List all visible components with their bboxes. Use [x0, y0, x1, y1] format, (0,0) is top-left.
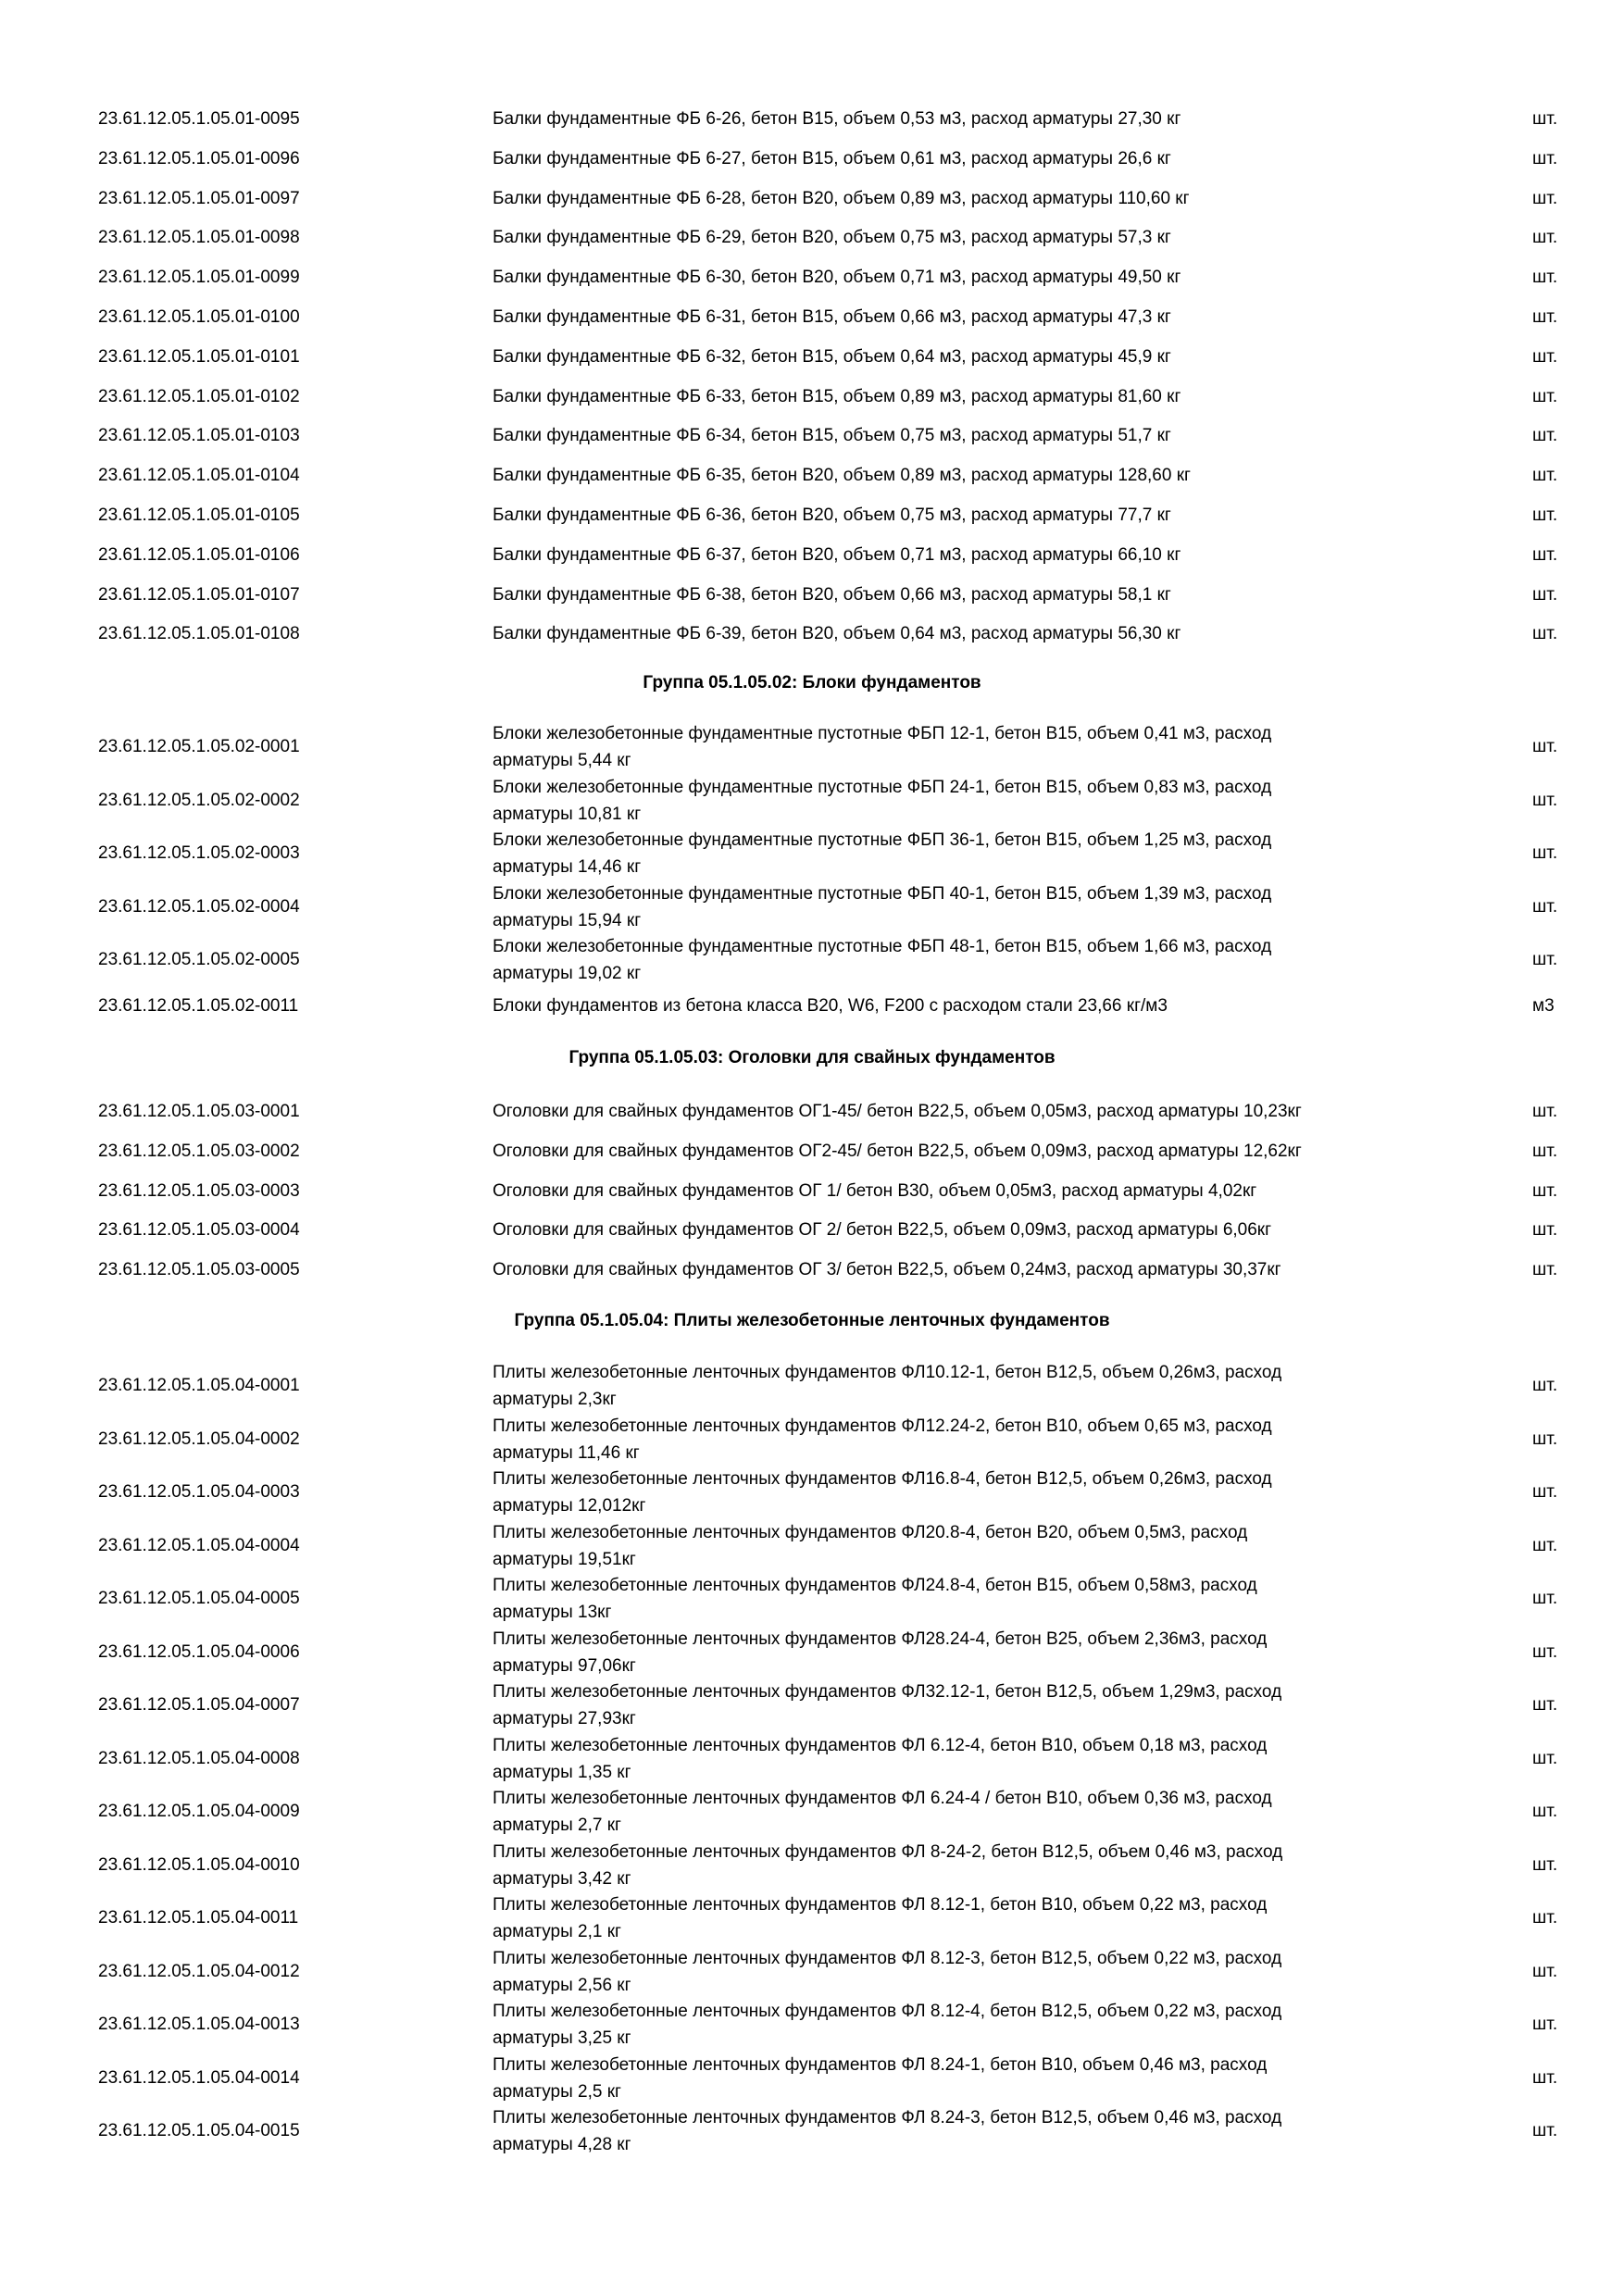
item-description-line-2: арматуры 3,42 кг: [493, 1868, 631, 1889]
item-code: 23.61.12.05.1.05.04-0012: [98, 1961, 300, 1981]
item-unit: шт.: [1532, 737, 1558, 756]
item-description: [493, 1359, 1418, 1413]
item-code: 23.61.12.05.1.05.03-0001: [98, 1102, 300, 1121]
item-unit: шт.: [1532, 1748, 1558, 1768]
item-description-line-2: арматуры 97,06кг: [493, 1655, 636, 1676]
item-unit: м3: [1532, 996, 1555, 1016]
item-code: 23.61.12.05.1.05.04-0001: [98, 1376, 300, 1395]
table-row: [0, 880, 1624, 934]
item-unit: шт.: [1532, 1482, 1558, 1502]
item-description-line-2: арматуры 4,28 кг: [493, 2135, 631, 2154]
item-description: [493, 1413, 1418, 1466]
table-row: [0, 1785, 1624, 1839]
item-description: [493, 1572, 1418, 1626]
item-code: 23.61.12.05.1.05.03-0005: [98, 1260, 300, 1280]
item-unit: шт.: [1532, 584, 1558, 605]
item-description: [493, 1891, 1418, 1945]
item-description: Балки фундаментные ФБ 6-38, бетон В20, объем 0,66 м3, расход арматуры 58,1 кг: [493, 584, 1171, 605]
item-description-line-2: арматуры 2,1 кг: [493, 1922, 621, 1941]
item-description: Балки фундаментные ФБ 6-35, бетон В20, объем 0,89 м3, расход арматуры 128,60 кг: [493, 466, 1191, 486]
item-unit: шт.: [1532, 1535, 1558, 1555]
item-unit: шт.: [1532, 268, 1558, 288]
item-description: [493, 774, 1418, 828]
item-code: 23.61.12.05.1.05.04-0005: [98, 1589, 300, 1608]
item-unit: шт.: [1532, 1180, 1558, 1201]
item-unit: шт.: [1532, 1908, 1558, 1928]
item-code: 23.61.12.05.1.05.02-0011: [98, 996, 299, 1016]
item-description-line-1: Блоки железобетонные фундаментные пустотные ФБП 24-1, бетон В15, объем 0,83 м3, расход: [493, 777, 1272, 797]
item-unit: шт.: [1532, 1376, 1558, 1395]
table-row: [0, 774, 1624, 828]
item-description-line-1: Блоки железобетонные фундаментные пустотные ФБП 48-1, бетон В15, объем 1,66 м3, расход: [493, 937, 1272, 956]
item-code: 23.61.12.05.1.05.03-0002: [98, 1141, 300, 1161]
item-code: 23.61.12.05.1.05.03-0003: [98, 1180, 300, 1201]
item-description: Оголовки для свайных фундаментов ОГ 3/ бетон В22,5, объем 0,24м3, расход арматуры 30,37кг: [493, 1260, 1281, 1280]
item-description-line-1: Блоки железобетонные фундаментные пустотные ФБП 12-1, бетон В15, объем 0,41 м3, расход: [493, 724, 1272, 743]
item-code: 23.61.12.05.1.05.04-0015: [98, 2121, 300, 2140]
table-row: [0, 1891, 1624, 1945]
item-description: [493, 720, 1418, 774]
item-code: 23.61.12.05.1.05.04-0014: [98, 2067, 300, 2088]
group-heading: Группа 05.1.05.02: Блоки фундаментов: [643, 673, 981, 693]
item-description-line-2: арматуры 2,56 кг: [493, 1975, 631, 1995]
table-row: [0, 1678, 1624, 1732]
item-description: [493, 933, 1418, 987]
item-unit: шт.: [1532, 228, 1558, 248]
item-code: 23.61.12.05.1.05.02-0003: [98, 843, 300, 863]
table-row: [0, 1413, 1624, 1466]
item-unit: шт.: [1532, 950, 1558, 969]
item-code: 23.61.12.05.1.05.04-0002: [98, 1429, 300, 1449]
item-description-line-2: арматуры 3,25 кг: [493, 2028, 631, 2048]
table-row: [0, 1839, 1624, 1892]
item-unit: шт.: [1532, 544, 1558, 565]
item-description-line-1: Плиты железобетонные ленточных фундаментов ФЛ12.24-2, бетон В10, объем 0,65 м3, расход: [493, 1416, 1272, 1436]
item-unit: шт.: [1532, 896, 1558, 917]
item-code: 23.61.12.05.1.05.04-0011: [98, 1908, 299, 1928]
table-row: [0, 1572, 1624, 1626]
item-description: [493, 2104, 1418, 2158]
item-unit: шт.: [1532, 505, 1558, 525]
item-description: Балки фундаментные ФБ 6-39, бетон В20, объем 0,64 м3, расход арматуры 56,30 кг: [493, 624, 1181, 644]
item-description-line-2: арматуры 2,7 кг: [493, 1816, 621, 1835]
item-description: [493, 1732, 1418, 1786]
item-description: Оголовки для свайных фундаментов ОГ 1/ бетон В30, объем 0,05м3, расход арматуры 4,02кг: [493, 1180, 1257, 1201]
item-unit: шт.: [1532, 346, 1558, 367]
item-code: 23.61.12.05.1.05.02-0004: [98, 896, 300, 917]
item-code: 23.61.12.05.1.05.01-0096: [98, 148, 300, 168]
table-row: [0, 1945, 1624, 1999]
item-description: [493, 827, 1418, 880]
item-unit: шт.: [1532, 1802, 1558, 1821]
table-row: [0, 1466, 1624, 1519]
item-description-line-1: Блоки железобетонные фундаментные пустотные ФБП 36-1, бетон В15, объем 1,25 м3, расход: [493, 830, 1272, 850]
item-unit: шт.: [1532, 1429, 1558, 1449]
item-code: 23.61.12.05.1.05.03-0004: [98, 1220, 300, 1241]
group-heading: Группа 05.1.05.03: Оголовки для свайных фундаментов: [568, 1048, 1056, 1067]
table-row: [0, 1359, 1624, 1413]
item-unit: шт.: [1532, 1961, 1558, 1981]
item-unit: шт.: [1532, 1695, 1558, 1715]
item-code: 23.61.12.05.1.05.04-0010: [98, 1854, 300, 1875]
item-code: 23.61.12.05.1.05.04-0013: [98, 2015, 300, 2034]
item-code: 23.61.12.05.1.05.02-0002: [98, 790, 300, 810]
item-unit: шт.: [1532, 1589, 1558, 1608]
item-description: [493, 1945, 1418, 1999]
item-description-line-2: арматуры 15,94 кг: [493, 910, 642, 930]
item-description-line-1: Плиты железобетонные ленточных фундаментов ФЛ 8.12-3, бетон В12,5, объем 0,22 м3, расход: [493, 1948, 1282, 1968]
item-description: Балки фундаментные ФБ 6-27, бетон В15, объем 0,61 м3, расход арматуры 26,6 кг: [493, 148, 1171, 168]
item-unit: шт.: [1532, 188, 1558, 208]
item-description-line-2: арматуры 19,02 кг: [493, 964, 642, 983]
item-description-line-2: арматуры 10,81 кг: [493, 804, 642, 824]
item-code: 23.61.12.05.1.05.01-0099: [98, 268, 300, 288]
item-description-line-2: арматуры 2,5 кг: [493, 2081, 621, 2102]
item-description-line-1: Плиты железобетонные ленточных фундаментов ФЛ 8.24-1, бетон В10, объем 0,46 м3, расход: [493, 2054, 1268, 2075]
table-row: [0, 720, 1624, 774]
item-code: 23.61.12.05.1.05.01-0100: [98, 307, 300, 327]
item-description-line-1: Плиты железобетонные ленточных фундаментов ФЛ 6.24-4 / бетон В10, объем 0,36 м3, расход: [493, 1789, 1272, 1808]
item-unit: шт.: [1532, 466, 1558, 486]
item-description: [493, 1626, 1418, 1679]
item-description: [493, 2052, 1418, 2105]
item-code: 23.61.12.05.1.05.01-0102: [98, 386, 300, 406]
item-unit: шт.: [1532, 790, 1558, 810]
item-code: 23.61.12.05.1.05.02-0001: [98, 737, 300, 756]
table-row: [0, 1519, 1624, 1573]
item-code: 23.61.12.05.1.05.01-0105: [98, 505, 300, 525]
item-code: 23.61.12.05.1.05.01-0106: [98, 544, 300, 565]
item-description: Балки фундаментные ФБ 6-28, бетон В20, объем 0,89 м3, расход арматуры 110,60 кг: [493, 188, 1190, 208]
item-code: 23.61.12.05.1.05.04-0007: [98, 1695, 300, 1715]
item-description-line-1: Плиты железобетонные ленточных фундаментов ФЛ28.24-4, бетон В25, объем 2,36м3, расход: [493, 1628, 1268, 1649]
item-description: Балки фундаментные ФБ 6-36, бетон В20, объем 0,75 м3, расход арматуры 77,7 кг: [493, 505, 1171, 525]
item-unit: шт.: [1532, 2015, 1558, 2034]
item-description: Оголовки для свайных фундаментов ОГ2-45/ бетон В22,5, объем 0,09м3, расход арматуры 12,62кг: [493, 1141, 1302, 1161]
item-code: 23.61.12.05.1.05.02-0005: [98, 950, 300, 969]
item-unit: шт.: [1532, 307, 1558, 327]
item-code: 23.61.12.05.1.05.04-0009: [98, 1802, 300, 1821]
item-description-line-1: Плиты железобетонные ленточных фундаментов ФЛ 6.12-4, бетон В10, объем 0,18 м3, расход: [493, 1735, 1268, 1755]
item-description-line-1: Плиты железобетонные ленточных фундаментов ФЛ10.12-1, бетон В12,5, объем 0,26м3, расход: [493, 1363, 1282, 1382]
item-description: Балки фундаментные ФБ 6-31, бетон В15, объем 0,66 м3, расход арматуры 47,3 кг: [493, 307, 1171, 327]
item-description: Балки фундаментные ФБ 6-29, бетон В20, объем 0,75 м3, расход арматуры 57,3 кг: [493, 228, 1171, 248]
item-description-line-1: Плиты железобетонные ленточных фундаментов ФЛ 8.12-4, бетон В12,5, объем 0,22 м3, расход: [493, 2002, 1282, 2021]
item-unit: шт.: [1532, 426, 1558, 446]
item-description: Блоки фундаментов из бетона класса В20, W6, F200 с расходом стали 23,66 кг/м3: [493, 996, 1168, 1016]
item-code: 23.61.12.05.1.05.01-0107: [98, 584, 300, 605]
item-description-line-2: арматуры 1,35 кг: [493, 1762, 631, 1782]
item-description-line-2: арматуры 19,51кг: [493, 1549, 636, 1569]
item-code: 23.61.12.05.1.05.01-0103: [98, 426, 300, 446]
table-row: [0, 827, 1624, 880]
item-description-line-1: Плиты железобетонные ленточных фундаментов ФЛ 8-24-2, бетон В12,5, объем 0,46 м3, расход: [493, 1841, 1283, 1862]
item-unit: шт.: [1532, 624, 1558, 644]
table-row: [0, 2052, 1624, 2105]
item-description: [493, 880, 1418, 934]
item-description: [493, 1466, 1418, 1519]
item-description-line-1: Плиты железобетонные ленточных фундаментов ФЛ20.8-4, бетон В20, объем 0,5м3, расход: [493, 1522, 1248, 1542]
item-code: 23.61.12.05.1.05.04-0006: [98, 1641, 300, 1662]
item-unit: шт.: [1532, 1220, 1558, 1241]
item-description-line-2: арматуры 11,46 кг: [493, 1442, 640, 1463]
item-description: Балки фундаментные ФБ 6-32, бетон В15, объем 0,64 м3, расход арматуры 45,9 кг: [493, 346, 1171, 367]
item-unit: шт.: [1532, 109, 1558, 129]
item-unit: шт.: [1532, 2067, 1558, 2088]
item-unit: шт.: [1532, 1260, 1558, 1280]
item-description-line-1: Плиты железобетонные ленточных фундаментов ФЛ 8.24-3, бетон В12,5, объем 0,46 м3, расход: [493, 2108, 1282, 2128]
item-description: [493, 1839, 1418, 1892]
item-description: [493, 1519, 1418, 1573]
item-unit: шт.: [1532, 843, 1558, 863]
item-code: 23.61.12.05.1.05.01-0101: [98, 346, 300, 367]
item-description: Балки фундаментные ФБ 6-26, бетон В15, объем 0,53 м3, расход арматуры 27,30 кг: [493, 109, 1181, 129]
item-unit: шт.: [1532, 1141, 1558, 1161]
item-description: [493, 1785, 1418, 1839]
item-code: 23.61.12.05.1.05.04-0004: [98, 1535, 300, 1555]
item-code: 23.61.12.05.1.05.01-0097: [98, 188, 300, 208]
table-row: [0, 933, 1624, 987]
item-description: [493, 1998, 1418, 2052]
item-code: 23.61.12.05.1.05.01-0098: [98, 228, 300, 248]
table-row: [0, 1732, 1624, 1786]
item-unit: шт.: [1532, 1854, 1558, 1875]
item-description-line-2: арматуры 2,3кг: [493, 1390, 617, 1409]
item-description-line-2: арматуры 27,93кг: [493, 1709, 636, 1728]
item-code: 23.61.12.05.1.05.01-0108: [98, 624, 300, 644]
item-unit: шт.: [1532, 386, 1558, 406]
item-code: 23.61.12.05.1.05.04-0008: [98, 1748, 300, 1768]
item-code: 23.61.12.05.1.05.01-0104: [98, 466, 300, 486]
item-description-line-1: Блоки железобетонные фундаментные пустотные ФБП 40-1, бетон В15, объем 1,39 м3, расход: [493, 883, 1272, 904]
item-description-line-1: Плиты железобетонные ленточных фундаментов ФЛ24.8-4, бетон В15, объем 0,58м3, расход: [493, 1576, 1257, 1595]
item-code: 23.61.12.05.1.05.01-0095: [98, 109, 300, 129]
item-description-line-2: арматуры 14,46 кг: [493, 857, 642, 877]
item-unit: шт.: [1532, 1641, 1558, 1662]
item-description-line-1: Плиты железобетонные ленточных фундаментов ФЛ16.8-4, бетон В12,5, объем 0,26м3, расход: [493, 1469, 1272, 1489]
item-unit: шт.: [1532, 148, 1558, 168]
item-description-line-2: арматуры 5,44 кг: [493, 751, 631, 770]
item-unit: шт.: [1532, 2121, 1558, 2140]
item-description-line-1: Плиты железобетонные ленточных фундаментов ФЛ 8.12-1, бетон В10, объем 0,22 м3, расход: [493, 1895, 1268, 1915]
group-heading: Группа 05.1.05.04: Плиты железобетонные ленточных фундаментов: [514, 1311, 1110, 1330]
item-description: Балки фундаментные ФБ 6-34, бетон В15, объем 0,75 м3, расход арматуры 51,7 кг: [493, 426, 1171, 446]
item-description: Балки фундаментные ФБ 6-37, бетон В20, объем 0,71 м3, расход арматуры 66,10 кг: [493, 544, 1181, 565]
item-description: Оголовки для свайных фундаментов ОГ 2/ бетон В22,5, объем 0,09м3, расход арматуры 6,06кг: [493, 1220, 1272, 1241]
item-description: Оголовки для свайных фундаментов ОГ1-45/ бетон В22,5, объем 0,05м3, расход арматуры 10,23кг: [493, 1102, 1302, 1121]
table-row: [0, 2104, 1624, 2158]
item-description: Балки фундаментные ФБ 6-30, бетон В20, объем 0,71 м3, расход арматуры 49,50 кг: [493, 268, 1181, 288]
table-row: [0, 1626, 1624, 1679]
item-description: [493, 1678, 1418, 1732]
table-row: [0, 1998, 1624, 2052]
item-description: Балки фундаментные ФБ 6-33, бетон В15, объем 0,89 м3, расход арматуры 81,60 кг: [493, 386, 1181, 406]
item-description-line-2: арматуры 13кг: [493, 1603, 612, 1622]
item-description-line-1: Плиты железобетонные ленточных фундаментов ФЛ32.12-1, бетон В12,5, объем 1,29м3, расход: [493, 1682, 1282, 1702]
item-description-line-2: арматуры 12,012кг: [493, 1496, 646, 1516]
item-unit: шт.: [1532, 1102, 1558, 1121]
item-code: 23.61.12.05.1.05.04-0003: [98, 1482, 300, 1502]
